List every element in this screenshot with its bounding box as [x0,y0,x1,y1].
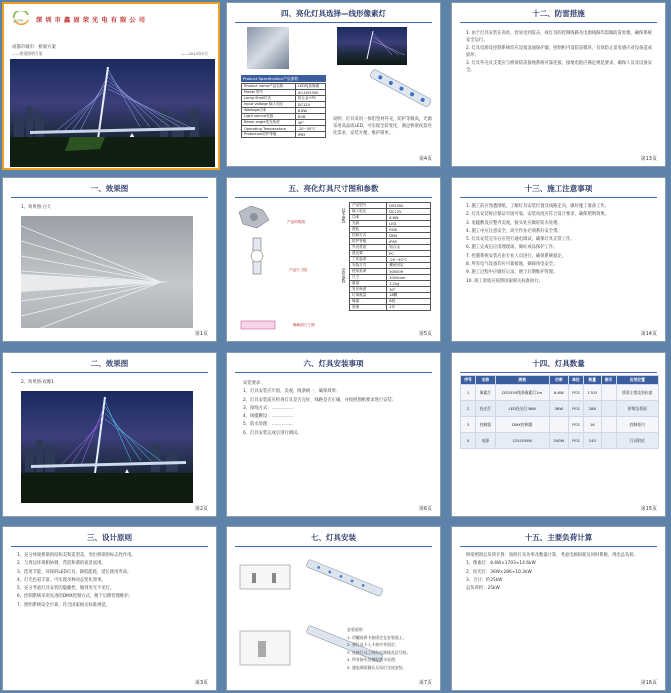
table-cell: 颜色 [350,227,387,233]
side-label-tech: 技术参数 [342,208,347,224]
table-cell: DS5350 [387,203,431,209]
spec-table [241,83,326,138]
parameter-table [349,202,431,311]
table-title: Product Specification产品参数 [241,75,326,82]
table-cell: 安装方式 [350,263,387,269]
table-cell: 功率 [350,215,387,221]
slide-thumbnail-14[interactable] [451,177,666,342]
slide-thumbnail-7[interactable] [226,526,441,691]
table-cell: 50000H [387,269,431,275]
table-cell: 6段 [387,299,431,305]
table-cell [601,433,616,449]
label-dimension: 产品尺寸图 [289,268,307,272]
table-cell: 外壳材质 [350,245,387,251]
body-text: 1、充分体现桥梁的结构美和造型美，突出桥梁的标志性作用。 2、与周边环境相协调，营造和谐的夜景氛围。 3、选用节能、环保的LED灯具，降低能耗，延长使用寿命。 4、灯光色彩丰富，可实现多种动态变化效果。 5、充分考虑灯具安装的隐蔽性，做到见光不见灯。 6、控制系统采用先进的DMX控制方式，便于后期管理维护。 7、照明系统安全可靠，符合国家相关标准规范。 [17,553,136,608]
table-cell: 输入电压 [350,209,387,215]
page-number: 第1页 [194,331,208,337]
cross-section-diagram [239,318,279,332]
table-cell: 1.2kg [387,281,431,287]
table-cell: 8.6W [549,385,568,401]
table-header-cell: 规格 [495,376,549,385]
project-line: 成都市城市：桥梁方案 [12,45,56,50]
image-caption: 1、效果图-白天 [21,205,52,210]
page-number: 第2页 [194,506,208,512]
table-header-cell: 名称 [476,376,496,385]
table-cell: PCS [568,385,583,401]
page-number: 第6页 [418,506,432,512]
slide-title: 十三、施工注意事项 [524,184,593,193]
table-cell: -20~50°C [387,257,431,263]
title-divider [235,372,432,373]
table-cell: 像素灯 [476,385,496,401]
table-cell: 灯具附近 [616,433,658,449]
table-cell: -20~50°C [295,126,325,132]
table-cell: IP65 [387,239,431,245]
table-cell: 铝合金+PC [295,96,325,102]
slide-thumbnail-2[interactable] [2,352,217,517]
slide-title: 四、亮化灯具选择—线形像素灯 [281,9,386,18]
table-cell: 重量 [350,281,387,287]
title-divider [235,197,432,198]
table-cell: DMX控制器 [495,417,549,433]
table-cell: 电源 [476,433,496,449]
table-cell: 30° [295,120,325,126]
table-cell: Protection防护等级 [242,132,296,138]
body-text: 1. 施工前应熟悉图纸，了解灯具安装位置及线路走向，做好施工准备工作。 2. 灯具安装时应保证牢固可靠，安装角度应符合设计要求，确保照明效果。 3. 电缆敷设应整齐美观，接头处应做好防水处理。 4. 施工中应注意安全，高空作业必须系好安全带。 5. 灯具安装完毕后应进行通电调试，确保灯具正常工作。 6. 施工完成后应清理现场，做好成品保护工作。 7. 控制系统安装应由专业人员进行，确保系统稳定。 8. 所有电气设备均应可靠接地，确保用电安全。 9. 施工过程中应做好记录，便于后期维护管理。 10. 竣工验收应按照国家相关标准执行。 [466,204,609,284]
table-cell: 产品型号 [350,203,387,209]
table-cell [549,417,568,433]
table-cell: 2 [461,401,476,417]
table-header-cell: 单位 [568,376,583,385]
slide-title: 十二、防雷措施 [532,9,585,18]
table-cell [601,417,616,433]
project-date: ——2013年5月 [180,51,208,56]
table-cell: Input voltage 输入电压 [242,102,296,108]
company-name: 深 圳 市 鑫 固 荣 光 电 有 限 公 司 [36,17,146,24]
slide-thumbnail-3[interactable] [2,526,217,691]
slide-title: 十五、主要负荷计算 [524,533,593,542]
slide-title: 七、灯具安装 [311,533,356,542]
product-description: 说明：灯具采用一体铝型材外壳，防护等级高，光源采用高品质LED，可实现全彩变化，满足桥梁夜景亮化需求，安装方便，维护简单。 [333,117,432,136]
install-notes: 安装说明： 1. 用螺丝将卡扣固定在安装面上； 2. 将灯具卡入卡扣中并固定； 3. 连接灯具之间的电源线及信号线； 4. 所有接头处做好防水处理； 5. 通电调试确认无误后完成安装。 [347,627,411,670]
table-cell: LED线条像素 [295,84,325,90]
table-cell: 灯珠数量 [350,293,387,299]
slide-thumbnail-13[interactable] [451,2,666,167]
table-cell: XG-DS5350 [295,90,325,96]
table-cell: 4 [461,433,476,449]
company-logo [12,10,30,24]
table-cell: 发光角度 [350,287,387,293]
slide-thumbnail-16[interactable] [451,526,666,691]
page-number: 第16页 [640,680,657,686]
slide-thumbnail-15[interactable] [451,352,666,517]
table-cell: LED [387,221,431,227]
table-cell: LED投光灯36W [495,401,549,417]
table-row [461,385,659,401]
table-cell: 工作温度 [350,257,387,263]
table-row [461,401,659,417]
table-cell: 防护等级 [350,239,387,245]
table-cell: RGB [387,227,431,233]
table-cell: Product name产品名称 [242,84,296,90]
title-divider [235,546,432,547]
table-cell: Wattage功率 [242,108,296,114]
table-header-cell: 图示 [601,376,616,385]
table-cell: 控制方式 [350,233,387,239]
table-cell: IP65 [295,132,325,138]
page-number: 第7页 [418,680,432,686]
table-cell: 光源 [350,221,387,227]
title-divider [11,197,208,198]
page-number: 第3页 [194,680,208,686]
table-cell: 30° [387,287,431,293]
table-cell: 1703 [583,385,601,401]
table-header-cell: 序号 [461,376,476,385]
table-cell: 控制器 [476,417,496,433]
table-cell: 1 [461,385,476,401]
table-row [461,417,659,433]
table-row [350,305,431,311]
table-cell: Light source光源 [242,114,296,120]
product-photo-pole [247,27,289,69]
table-cell: 螺丝固定 [387,263,431,269]
product-structure-diagram [235,202,275,232]
page-number: 第5页 [418,331,432,337]
table-cell [601,385,616,401]
title-divider [235,22,432,23]
slide-thumbnail-5[interactable] [226,177,441,342]
product-dimension-diagram [239,236,279,276]
table-cell: 286 [583,401,601,417]
table-cell: 桥梁主塔及斜拉索 [616,385,658,401]
table-cell: 16 [583,417,601,433]
title-divider [11,372,208,373]
bridge-night-render [21,391,193,503]
table-cell: 12V/300W [495,433,549,449]
label-section: 横截面尺寸图 [293,323,315,327]
table-cell: 140 [583,433,601,449]
linear-pixel-light-icon [359,69,439,109]
slide-title: 三、设计原则 [87,533,132,542]
table-cell: Beam angle发光角度 [242,120,296,126]
title-divider [11,546,208,547]
slide-title: 六、灯具安装事项 [303,359,364,368]
title-divider [460,372,657,373]
title-divider [460,546,657,547]
table-cell: DC12V [295,102,325,108]
table-cell: 投光灯 [476,401,496,417]
table-cell: 使用寿命 [350,269,387,275]
slide-title: 一、效果图 [90,184,129,193]
table-cell: 8.6W [295,108,325,114]
table-cell [601,401,616,417]
body-text: 1. 由于灯具安装在高处，容易受到雷击，故灯具的控制线路及电源线路均需做防雷处理，确保系统安全运行。 2. 灯具电源及控制系统均应设置浪涌保护器，控制柜内设防雷模块，有效防止雷电感应对设备造成损坏。 3. 灯具外壳及支架应与桥梁防雷接地系统可靠连接，接地电阻应满足规范要求，确保人员及设备安全。 [466,31,652,73]
label-structure: 产品结构图 [287,220,305,224]
table-cell: 1000mm [387,275,431,281]
body-text: 桥梁照明总负荷计算：按照灯具功率及数量计算，考虑电源损耗及同时系数，得出总负荷。 1、像素灯：8.6W×1703≈14.6kW 2、投光灯：36W×286≈10.3kW 3、合计：约25kW 总负荷约：25kW [466,553,638,592]
bridge-night-render [10,59,215,167]
table-cell: 像素 [350,299,387,305]
table-cell: PCS [568,433,583,449]
table-cell: 铝合金 [387,245,431,251]
product-photo-bridge [337,27,407,65]
slide-title: 十四、灯具数量 [532,359,585,368]
table-cell: 2年 [387,305,431,311]
table-cell: DMX [387,233,431,239]
project-subline: ——桥梁照明方案 [12,51,43,56]
table-cell: 300W [549,433,568,449]
table-cell: DS5350线条像素灯1m [495,385,549,401]
slide-thumbnail-1[interactable] [2,2,220,170]
table-cell: 8.6W [387,215,431,221]
table-header-cell: 应用位置 [616,376,658,385]
table-cell: Operating Temperature [242,126,296,132]
slide-thumbnail-6[interactable] [226,352,441,517]
table-header-cell: 数量 [583,376,601,385]
table-header-cell: 功率 [549,376,568,385]
slide-thumbnail-1b[interactable] [2,177,217,342]
table-cell: PCS [568,417,583,433]
table-cell: 桥墩及桥面 [616,401,658,417]
side-label-install: 安装参数 [342,268,347,284]
table-cell: 18颗 [387,293,431,299]
title-divider [460,22,657,23]
table-cell: 36W [549,401,568,417]
table-cell: 控制柜内 [616,417,658,433]
table-cell: RGB [295,114,325,120]
page-number: 第4页 [418,156,432,162]
page-number: 第14页 [640,331,657,337]
slide-thumbnail-4[interactable] [226,2,441,167]
table-cell: 3 [461,417,476,433]
page-number: 第13页 [640,156,657,162]
title-divider [460,197,657,198]
image-caption: 2、效果图-夜晚1 [21,380,54,385]
table-cell: Lamp Shell灯壳 [242,96,296,102]
table-row [461,433,659,449]
logo-text: 鑫固荣 [13,19,24,23]
table-cell: Model 型号 [242,90,296,96]
bridge-pylon-icon [10,59,215,167]
table-cell: 质保 [350,305,387,311]
table-cell: PC [387,251,431,257]
table-cell: 尺寸 [350,275,387,281]
slide-title: 五、亮化灯具尺寸图和参数 [288,184,379,193]
body-text: 安装要求： 1、灯具安装应牢固，美观，线条统一，确保效果； 2、灯具安装前应检查灯具是否完好，线路是否正确，并按照图纸要求进行安装； 3、接线方式：…………… 4、线缆敷设：…………… 5、防水处理：…………… 6、灯具安装完成后进行调试。 [243,381,397,436]
bridge-day-render [21,216,193,328]
table-cell: 透光罩 [350,251,387,257]
table-row [242,132,326,138]
table-cell: PCS [568,401,583,417]
table-cell: DC12V [387,209,431,215]
slide-title: 二、效果图 [90,359,129,368]
fixture-quantity-table [460,375,659,449]
page-number: 第15页 [640,506,657,512]
